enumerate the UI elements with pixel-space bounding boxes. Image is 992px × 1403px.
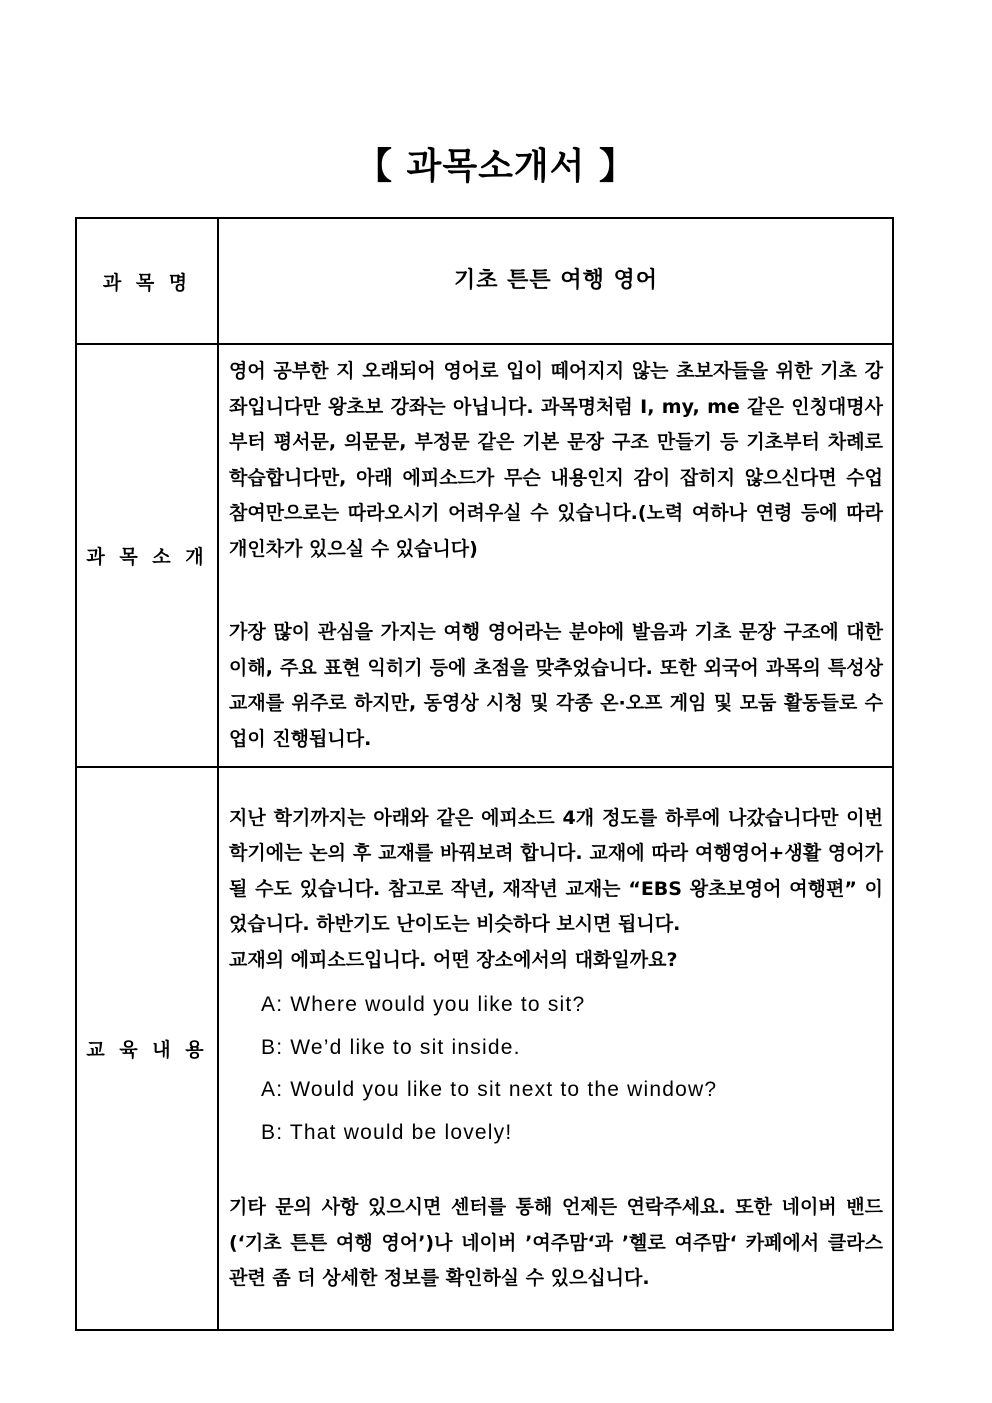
- intro-paragraph-2: 가장 많이 관심을 가지는 여행 영어라는 분야에 발음과 기초 문장 구조에 대한 이해, 주요 표현 익히기 등에 초점을 맞추었습니다. 또한 외국어 과목의 특성상 교재를 위주로 하지만, 동영상 시청 및 각종 온·오프 게임 및 모둠 활동들로 수업이 진행됩니다.: [229, 621, 883, 750]
- dialogue-line: A: Would you like to sit next to the window?: [261, 1078, 718, 1101]
- paragraph-gap: [229, 1154, 883, 1190]
- dialogue-line: B: We’d like to sit inside.: [261, 1035, 521, 1059]
- page-title: 【 과목소개서 】: [356, 146, 636, 187]
- course-info-table: [75, 217, 894, 1331]
- content-paragraph-1: 지난 학기까지는 아래와 같은 에피소드 4개 정도를 하루에 나갔습니다만 이번 학기에는 논의 후 교재를 바꿔보려 합니다. 교재에 따라 여행영어+생활 영어가 될 수도 있습니다. 참고로 작년, 재작년 교재는 “EBS 왕초보영어 여행편” 이었습니다. 하반기도 난이도는 비슷하다 보시면 됩니다.: [229, 806, 883, 935]
- course-name-row: [76, 218, 893, 344]
- course-content-row: [76, 767, 893, 1330]
- course-intro-label: 과 목 소 개: [76, 344, 218, 767]
- content-paragraph-2: 기타 문의 사항 있으시면 센터를 통해 언제든 연락주세요. 또한 네이버 밴드(‘기초 튼튼 여행 영어’)나 네이버 ’여주맘‘과 ’헬로 여주맘‘ 카페에서 클라스 관련 좀 더 상세한 정보를 확인하실 수 있으십니다.: [229, 1196, 883, 1289]
- course-name-value: 기초 튼튼 여행 영어: [218, 218, 893, 344]
- course-intro-cell: [218, 344, 893, 767]
- episode-dialogue: [261, 984, 883, 1154]
- dialogue-line: A: Where would you like to sit?: [261, 993, 586, 1016]
- course-content-label: 교 육 내 용: [76, 767, 218, 1330]
- episode-intro: 교재의 에피소드입니다. 어떤 장소에서의 대화일까요?: [229, 948, 678, 971]
- intro-paragraph-1: 영어 공부한 지 오래되어 영어로 입이 떼어지지 않는 초보자들을 위한 기초 강좌입니다만 왕초보 강좌는 아닙니다. 과목명처럼 I, my, me 같은 인칭대명사부터 평서문, 의문문, 부정문 같은 기본 문장 구조 만들기 등 기초부터 차례로 학습합니다만, 아래 에피소드가 무슨 내용인지 감이 잡히지 않으신다면 수업 참여만으로는 따라오시기 어려우실 수 있습니다.(노력 여하나 연령 등에 따라 개인차가 있으실 수 있습니다): [229, 360, 883, 560]
- course-content-cell: [218, 767, 893, 1330]
- dialogue-line: B: That would be lovely!: [261, 1120, 513, 1144]
- course-name-label: 과 목 명: [76, 218, 218, 344]
- paragraph-gap: [229, 567, 883, 615]
- course-intro-row: [76, 344, 893, 767]
